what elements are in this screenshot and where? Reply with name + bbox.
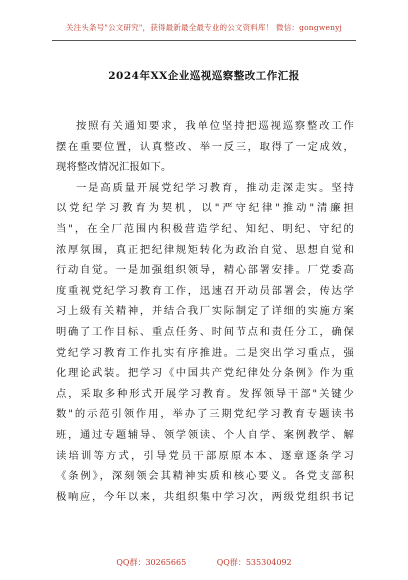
paragraph-party-discipline bbox=[56, 178, 354, 508]
header-promo-note: 关注头条号"公文研究"，获得最新最全最专业的公文资料库！ 微信：gongwenyj bbox=[65, 23, 343, 32]
text-line: 当"，在全厂范围内积极营造学纪、知纪、明纪、守纪的 bbox=[56, 222, 354, 235]
text-line: 班，通过专题辅导、领学领读、个人自学、案例教学、解 bbox=[56, 428, 354, 441]
footer-qq-group-2: QQ群：535304092 bbox=[216, 558, 292, 567]
text-line: 习上级有关精神，并结合我厂实际制定了详细的实施方案 bbox=[56, 305, 354, 318]
text-line: 数"的示范引领作用，举办了三期党纪学习教育专题读书 bbox=[56, 408, 354, 421]
text-line: 党纪学习教育工作扎实有序推进。二是突出学习重点，强 bbox=[56, 346, 354, 359]
document-body bbox=[56, 116, 354, 507]
header-divider bbox=[52, 40, 356, 41]
text-line: 浓厚氛围，真正把纪律规矩转化为政治自觉、思想自觉和 bbox=[56, 243, 354, 256]
paragraph-intro bbox=[56, 116, 354, 178]
text-line: 行动自觉。一是加强组织领导，精心部署安排。厂党委高 bbox=[56, 264, 354, 277]
text-line: 点，采取多种形式开展学习教育。发挥领导干部"关键少 bbox=[56, 387, 354, 400]
footer-contact bbox=[0, 557, 408, 568]
text-line: 极响应，今年以来，共组织集中学习次，两级党组织书记 bbox=[56, 490, 354, 503]
text-line: 一是高质量开展党纪学习教育，推动走深走实。坚持 bbox=[76, 181, 354, 194]
text-line: 化理论武装。把学习《中国共产党纪律处分条例》作为重 bbox=[56, 367, 354, 380]
text-line: 按照有关通知要求，我单位坚持把巡视巡察整改工作 bbox=[76, 120, 354, 132]
text-line: 以党纪学习教育为契机，以"严守纪律"推动"清廉担 bbox=[56, 202, 354, 215]
text-line: 摆在重要位置，认真整改、举一反三，取得了一定成效， bbox=[56, 140, 354, 153]
footer-qq-group-1: QQ群：30265665 bbox=[116, 558, 187, 567]
text-line: 明确了工作目标、重点任务、时间节点和责任分工，确保 bbox=[56, 325, 354, 338]
text-line: 读培训等方式，引导党员干部原原本本、逐章逐条学习 bbox=[56, 449, 354, 462]
document-title: 2024年XX企业巡视巡察整改工作汇报 bbox=[108, 70, 300, 82]
text-line: 度重视党纪学习教育工作，迅速召开动员部署会，传达学 bbox=[56, 284, 354, 297]
text-line: 《条例》，深刻领会其精神实质和核心要义。各党支部积 bbox=[56, 470, 354, 483]
text-line: 现将整改情况汇报如下。 bbox=[56, 161, 172, 174]
